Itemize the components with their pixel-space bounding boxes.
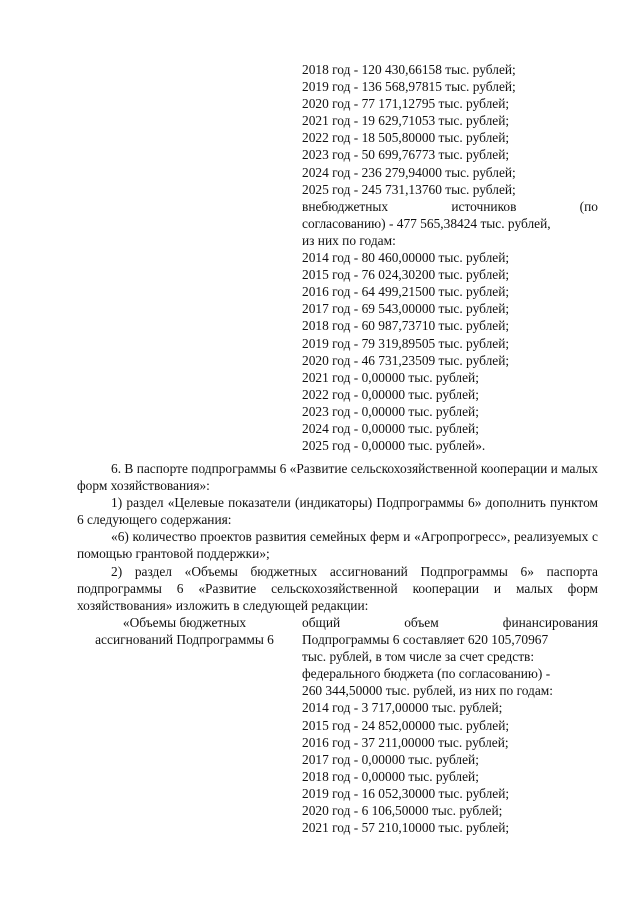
- by-years-line: из них по годам:: [302, 232, 396, 248]
- federal-total-line: 260 344,50000 тыс. рублей, из них по годам:: [302, 683, 553, 699]
- word: финансирования: [502, 615, 598, 630]
- year-line: 2014 год - 80 460,00000 тыс. рублей;: [302, 250, 510, 266]
- year-line: 2022 год - 0,00000 тыс. рублей;: [302, 386, 479, 402]
- year-line: 2015 год - 24 852,00000 тыс. рублей;: [302, 717, 510, 733]
- year-line: 2020 год - 6 106,50000 тыс. рублей;: [302, 803, 503, 819]
- table-left-cell: [77, 614, 292, 648]
- year-line: 2025 год - 0,00000 тыс. рублей».: [302, 438, 486, 454]
- federal-line: федерального бюджета (по согласованию) -: [302, 666, 551, 682]
- word: (по: [579, 198, 598, 214]
- extrabudget-heading-line: [302, 198, 598, 215]
- year-line: 2023 год - 50 699,76773 тыс. рублей;: [302, 147, 510, 163]
- year-line: 2018 год - 0,00000 тыс. рублей;: [302, 768, 479, 784]
- year-line: 2025 год - 245 731,13760 тыс. рублей;: [302, 181, 516, 197]
- year-line: 2023 год - 0,00000 тыс. рублей;: [302, 403, 479, 419]
- word: источников: [451, 198, 517, 214]
- year-line: 2020 год - 77 171,12795 тыс. рублей;: [302, 96, 510, 112]
- funding-continuation-block: [302, 61, 598, 454]
- year-line: 2019 год - 16 052,30000 тыс. рублей;: [302, 785, 510, 801]
- year-line: 2024 год - 0,00000 тыс. рублей;: [302, 420, 479, 436]
- year-line: 2016 год - 64 499,21500 тыс. рублей;: [302, 284, 510, 300]
- sources-line: тыс. рублей, в том числе за счет средств:: [302, 649, 535, 665]
- left-cell-line: ассигнований Подпрограммы 6: [95, 632, 274, 648]
- year-line: 2020 год - 46 731,23509 тыс. рублей;: [302, 352, 510, 368]
- year-line: 2018 год - 60 987,73710 тыс. рублей;: [302, 318, 510, 334]
- year-line: 2021 год - 57 210,10000 тыс. рублей;: [302, 820, 510, 836]
- total-heading-line: [302, 614, 598, 631]
- year-line: 2018 год - 120 430,66158 тыс. рублей;: [302, 62, 516, 77]
- left-cell-line: «Объемы бюджетных: [122, 615, 247, 630]
- word: объем: [404, 615, 439, 630]
- year-line: 2017 год - 0,00000 тыс. рублей;: [302, 751, 479, 767]
- paragraph-item-6: 6. В паспорте подпрограммы 6 «Развитие сельскохозяйственной кооперации и малых форм хозяйствования»:: [77, 461, 598, 494]
- year-line: 2015 год - 76 024,30200 тыс. рублей;: [302, 267, 510, 283]
- table-right-cell: [302, 614, 598, 836]
- year-line: 2016 год - 37 211,00000 тыс. рублей;: [302, 734, 509, 750]
- body-paragraphs: [77, 460, 598, 614]
- year-line: 2019 год - 79 319,89505 тыс. рублей;: [302, 335, 510, 351]
- year-line: 2017 год - 69 543,00000 тыс. рублей;: [302, 301, 510, 317]
- year-line: 2022 год - 18 505,80000 тыс. рублей;: [302, 130, 510, 146]
- word: общий: [302, 615, 341, 630]
- paragraph-subitem-1: 1) раздел «Целевые показатели (индикаторы) Подпрограммы 6» дополнить пунктом 6 следующего содержания:: [77, 495, 598, 528]
- year-line: 2021 год - 0,00000 тыс. рублей;: [302, 369, 479, 385]
- year-line: 2014 год - 3 717,00000 тыс. рублей;: [302, 700, 503, 716]
- paragraph-subitem-2: 2) раздел «Объемы бюджетных ассигнований Подпрограммы 6» паспорта подпрограммы 6 «Развитие сельскохозяйственной кооперации и малых форм хозяйствования» изложить в следующей редакции:: [77, 563, 598, 613]
- extrabudget-total-line: согласованию) - 477 565,38424 тыс. рублей,: [302, 215, 551, 231]
- paragraph-quote-item-6: «6) количество проектов развития семейных ферм и «Агропрогресс», реализуемых с помощью грантовой поддержки»;: [77, 529, 598, 562]
- total-line: Подпрограммы 6 составляет 620 105,70967: [302, 632, 549, 648]
- year-line: 2021 год - 19 629,71053 тыс. рублей;: [302, 113, 510, 129]
- year-line: 2024 год - 236 279,94000 тыс. рублей;: [302, 164, 516, 180]
- word: внебюджетных: [302, 198, 389, 214]
- year-line: 2019 год - 136 568,97815 тыс. рублей;: [302, 79, 516, 95]
